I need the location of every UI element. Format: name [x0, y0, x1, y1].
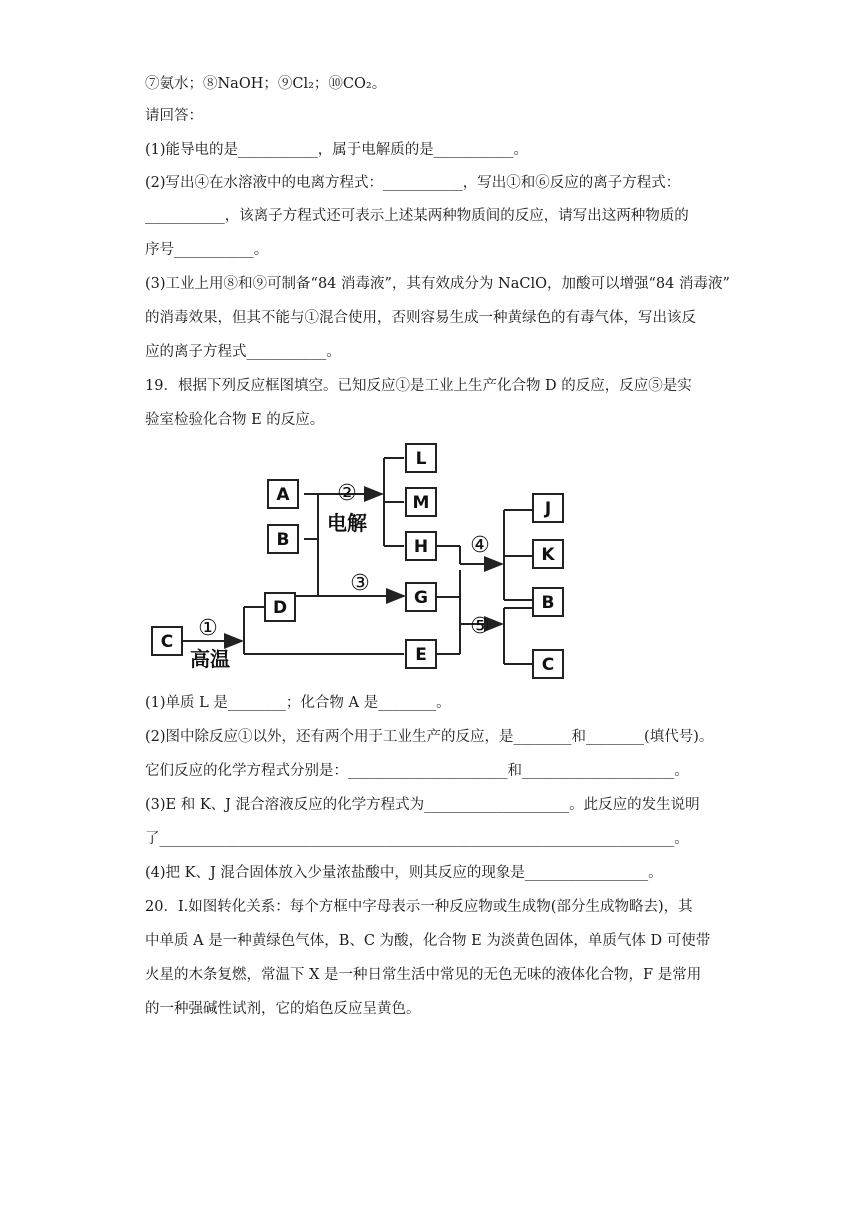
- text-line: 了_______________________________________________________________________。: [145, 831, 689, 847]
- box-B: B: [276, 530, 290, 550]
- box-A: A: [276, 485, 290, 505]
- text-line: 中单质 A 是一种黄绿色气体，B、C 为酸，化合物 E 为淡黄色固体，单质气体 D 可使带: [145, 933, 711, 949]
- text-line: (2)写出④在水溶液中的电离方程式：___________，写出①和⑥反应的离子方程式：: [145, 175, 681, 191]
- reaction-1-label: ①: [198, 616, 218, 641]
- box-J: J: [544, 499, 552, 519]
- text-line: 请回答：: [145, 108, 203, 124]
- reaction-flow-diagram: [140, 436, 600, 686]
- box-E: E: [415, 645, 427, 665]
- text-line: ⑦氨水；⑧NaOH；⑨Cl₂；⑩CO₂。: [145, 76, 387, 92]
- text-line: 火星的木条复燃，常温下 X 是一种日常生活中常见的无色无味的液体化合物，F 是常用: [145, 967, 702, 983]
- box-C: C: [160, 632, 174, 652]
- text-line: (2)图中除反应①以外，还有两个用于工业生产的反应，是________和________(填代号)。: [145, 729, 714, 745]
- text-line: 的消毒效果，但其不能与①混合使用，否则容易生成一种黄绿色的有毒气体，写出该反: [145, 310, 696, 326]
- question-20-heading: 20．I.如图转化关系：每个方框中字母表示一种反应物或生成物(部分生成物略去)，其: [145, 899, 693, 915]
- text-line: (1)能导电的是___________，属于电解质的是___________。: [145, 142, 529, 158]
- text-line: (3)工业上用⑧和⑨可制备“84 消毒液”，其有效成分为 NaClO，加酸可以增强“84 消毒液”: [145, 276, 730, 292]
- box-M: M: [412, 493, 430, 513]
- text-line: 验室检验化合物 E 的反应。: [145, 412, 325, 428]
- electrolysis-condition: 电解: [327, 511, 367, 535]
- text-line: (3)E 和 K、J 混合溶液反应的化学方程式为____________________。此反应的发生说明: [145, 797, 700, 813]
- text-line: (4)把 K、J 混合固体放入少量浓盐酸中，则其反应的现象是_________________。: [145, 865, 663, 881]
- reaction-5-label: ⑤: [470, 614, 490, 639]
- text-line: (1)单质 L 是________；化合物 A 是________。: [145, 695, 451, 711]
- text-line: 的一种强碱性试剂，它的焰色反应呈黄色。: [145, 1001, 421, 1017]
- high-temp-condition: 高温: [190, 647, 230, 671]
- text-line: 序号___________。: [145, 242, 269, 258]
- reaction-2-label: ②: [337, 481, 357, 506]
- box-L: L: [415, 449, 427, 469]
- text-line: ___________，该离子方程式还可表示上述某两种物质间的反应，请写出这两种物质的: [145, 208, 689, 224]
- box-C-product: C: [541, 655, 555, 675]
- reaction-3-label: ③: [350, 571, 370, 596]
- box-K: K: [541, 545, 555, 565]
- box-G: G: [414, 588, 428, 608]
- reaction-4-label: ④: [470, 533, 490, 558]
- box-D: D: [272, 598, 288, 618]
- text-line: 它们反应的化学方程式分别是：______________________和_____________________。: [145, 763, 689, 779]
- box-B-product: B: [541, 593, 555, 613]
- text-line: 应的离子方程式___________。: [145, 344, 341, 360]
- box-H: H: [413, 537, 429, 557]
- question-19-heading: 19．根据下列反应框图填空。已知反应①是工业上生产化合物 D 的反应，反应⑤是实: [145, 378, 692, 394]
